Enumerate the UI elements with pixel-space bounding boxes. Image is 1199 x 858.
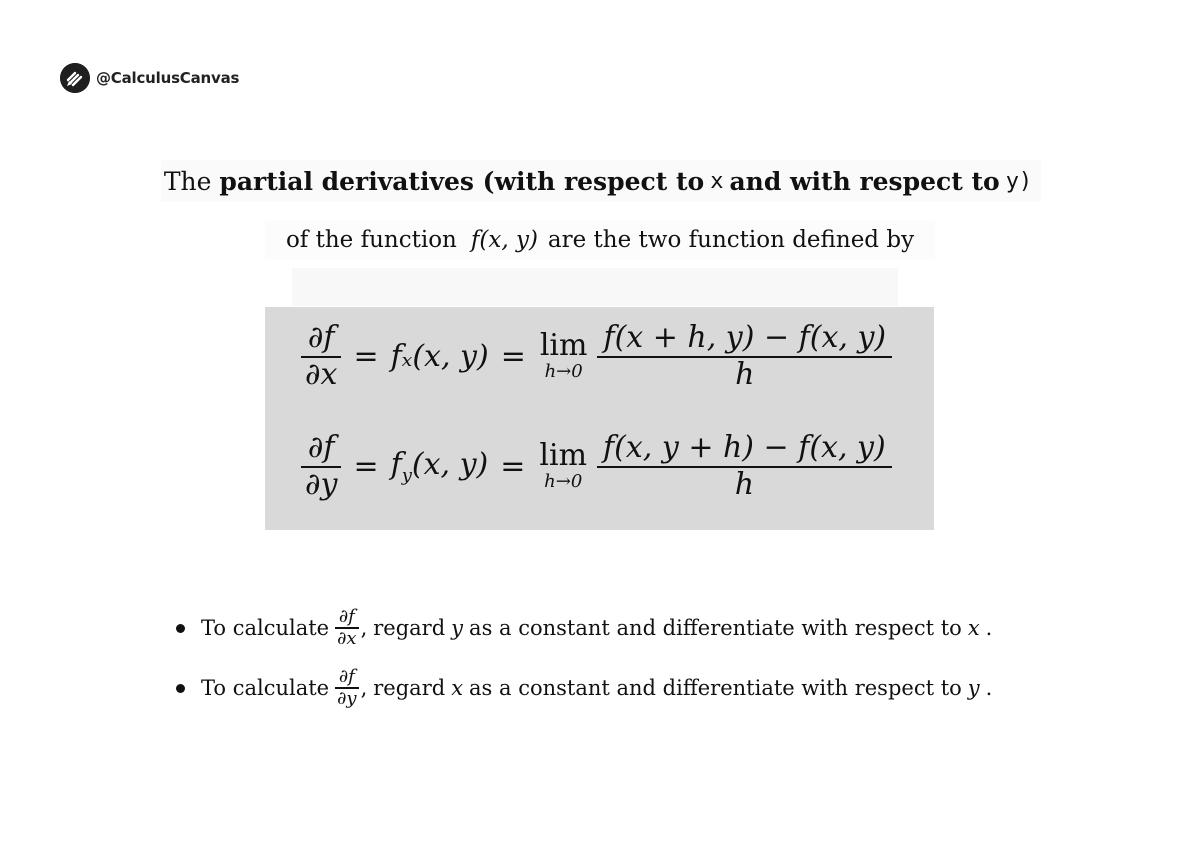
bullet-comma: ,	[360, 676, 368, 700]
rhs-denominator: h	[735, 356, 755, 392]
lim-subscript: h→0	[544, 470, 583, 492]
inline-numerator: ∂f	[338, 666, 355, 688]
instruction-list	[176, 598, 992, 718]
partial-x-definition	[301, 321, 892, 392]
fy-notation	[391, 447, 489, 486]
bullet-lead: To calculate	[201, 676, 330, 700]
inline-numerator: ∂f	[338, 606, 355, 628]
fx-notation: fₓ(x, y)	[390, 339, 489, 374]
equals-sign: =	[500, 449, 526, 484]
rhs-numerator: f(x + h, y) − f(x, y)	[603, 320, 887, 355]
lhs-denominator: ∂y	[305, 466, 338, 502]
bullet-regard: regard	[373, 616, 446, 640]
wrt-variable: y	[967, 676, 980, 700]
faded-strip	[292, 268, 898, 306]
difference-quotient-y	[597, 431, 892, 502]
wrt-variable: x	[967, 616, 980, 640]
lhs-numerator: ∂f	[307, 430, 335, 465]
lhs-fraction-y	[301, 431, 341, 502]
limit-operator	[539, 437, 588, 493]
bullet-comma: ,	[360, 616, 368, 640]
fy-base: f	[390, 447, 402, 482]
brand-handle	[60, 63, 239, 93]
equals-sign: =	[353, 449, 379, 484]
title-var-y: y)	[1005, 168, 1033, 194]
list-item	[176, 598, 992, 658]
page-subtitle	[265, 220, 935, 260]
inline-fraction	[335, 667, 358, 708]
held-variable: y	[451, 616, 464, 640]
lim-subscript: h→0	[544, 360, 583, 382]
lhs-denominator: ∂x	[305, 356, 338, 392]
inline-denominator: ∂x	[337, 627, 357, 649]
lim-word: lim	[539, 437, 588, 473]
brand-handle-text: @CalculusCanvas	[96, 69, 240, 87]
rhs-denominator: h	[734, 466, 755, 502]
title-bold-2: and with respect to	[729, 166, 1000, 196]
inline-fraction	[335, 607, 358, 648]
title-var-x: x	[710, 168, 724, 194]
definition-box	[265, 307, 934, 530]
lhs-fraction-x	[301, 321, 341, 392]
bullet-end: .	[985, 616, 993, 640]
pencil-circle-icon	[60, 63, 90, 93]
lim-word: lim	[539, 327, 588, 363]
bullet-regard: regard	[373, 676, 446, 700]
fy-args: (x, y)	[411, 447, 489, 482]
difference-quotient-x	[597, 321, 892, 392]
inline-denominator: ∂y	[337, 687, 357, 709]
equals-sign: =	[353, 339, 379, 374]
bullet-end: .	[985, 676, 993, 700]
bullet-lead: To calculate	[201, 616, 330, 640]
title-bold-1: partial derivatives (with respect to	[219, 166, 705, 196]
title-prefix: The	[163, 166, 212, 196]
list-item	[176, 658, 992, 718]
bullet-middle: as a constant and differentiate with respect to	[469, 676, 962, 700]
page-title	[161, 160, 1041, 202]
limit-operator	[539, 327, 588, 383]
partial-y-definition	[301, 431, 892, 502]
lhs-numerator: ∂f	[307, 320, 335, 355]
bullet-dot	[176, 684, 185, 693]
rhs-numerator: f(x, y + h) − f(x, y)	[603, 430, 886, 465]
subtitle-prefix: of the function	[285, 227, 457, 253]
bullet-dot	[176, 624, 185, 633]
subtitle-suffix: are the two function defined by	[547, 227, 915, 253]
subtitle-function: f(x, y)	[470, 227, 538, 253]
equals-sign: =	[500, 339, 526, 374]
fy-subscript: y	[401, 465, 412, 486]
bullet-middle: as a constant and differentiate with respect to	[469, 616, 962, 640]
held-variable: x	[451, 676, 464, 700]
